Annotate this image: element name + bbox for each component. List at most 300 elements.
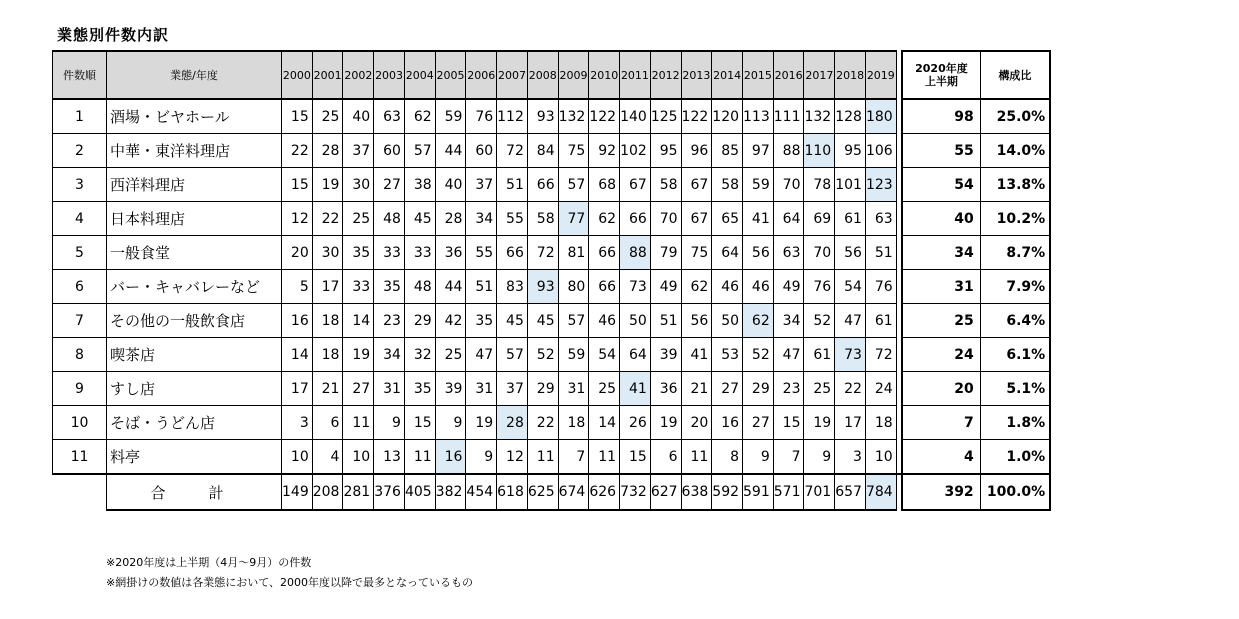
total-value: 592 <box>712 474 743 510</box>
cell-value: 17 <box>835 406 866 440</box>
cell-value: 41 <box>681 338 712 372</box>
total-value: 454 <box>466 474 497 510</box>
cell-value: 92 <box>589 134 620 168</box>
table-title: 業態別件数内訳 <box>57 26 170 44</box>
row-category-name: 一般食堂 <box>107 236 282 270</box>
cell-value: 6 <box>650 440 681 475</box>
cell-value: 64 <box>773 202 804 236</box>
cell-value: 67 <box>620 168 651 202</box>
row-rank: 7 <box>53 304 107 338</box>
cell-value: 19 <box>804 406 835 440</box>
cell-value: 93 <box>527 270 558 304</box>
cell-value: 33 <box>343 270 374 304</box>
cell-value: 14 <box>343 304 374 338</box>
footnote-1: ※2020年度は上半期（4月～9月）の件数 <box>106 556 312 569</box>
cell-value: 73 <box>835 338 866 372</box>
cell-value: 34 <box>466 202 497 236</box>
cell-value: 10 <box>343 440 374 475</box>
cell-value: 33 <box>404 236 435 270</box>
cell-value: 25 <box>804 372 835 406</box>
cell-value: 62 <box>681 270 712 304</box>
cell-value: 21 <box>312 372 343 406</box>
cell-value: 36 <box>435 236 466 270</box>
cell-value: 38 <box>404 168 435 202</box>
cell-value: 51 <box>466 270 497 304</box>
header-year-2009: 2009 <box>558 51 589 99</box>
table-row <box>53 440 1051 475</box>
cell-value: 28 <box>435 202 466 236</box>
cell-value: 18 <box>558 406 589 440</box>
cell-value: 9 <box>743 440 774 475</box>
cell-value: 52 <box>527 338 558 372</box>
cell-value: 46 <box>712 270 743 304</box>
cell-value: 37 <box>497 372 528 406</box>
cell-value: 31 <box>558 372 589 406</box>
row-ratio: 1.0% <box>980 440 1050 475</box>
cell-value: 95 <box>650 134 681 168</box>
cell-value: 125 <box>650 99 681 134</box>
row-2020-value: 98 <box>902 99 980 134</box>
cell-value: 6 <box>312 406 343 440</box>
cell-value: 140 <box>620 99 651 134</box>
cell-value: 56 <box>681 304 712 338</box>
cell-value: 31 <box>374 372 405 406</box>
header-year-2006: 2006 <box>466 51 497 99</box>
cell-value: 61 <box>835 202 866 236</box>
cell-value: 57 <box>404 134 435 168</box>
cell-value: 36 <box>650 372 681 406</box>
row-ratio: 25.0% <box>980 99 1050 134</box>
cell-value: 19 <box>650 406 681 440</box>
cell-value: 40 <box>435 168 466 202</box>
cell-value: 15 <box>282 99 313 134</box>
row-category-name: 酒場・ビヤホール <box>107 99 282 134</box>
header-year-2010: 2010 <box>589 51 620 99</box>
cell-value: 15 <box>773 406 804 440</box>
cell-value: 25 <box>343 202 374 236</box>
cell-value: 51 <box>650 304 681 338</box>
row-ratio: 7.9% <box>980 270 1050 304</box>
cell-value: 63 <box>374 99 405 134</box>
cell-value: 46 <box>743 270 774 304</box>
row-rank: 8 <box>53 338 107 372</box>
cell-value: 65 <box>712 202 743 236</box>
row-ratio: 10.2% <box>980 202 1050 236</box>
cell-value: 75 <box>681 236 712 270</box>
cell-value: 113 <box>743 99 774 134</box>
cell-value: 9 <box>435 406 466 440</box>
cell-value: 20 <box>282 236 313 270</box>
cell-value: 3 <box>835 440 866 475</box>
total-blank <box>53 474 107 510</box>
cell-value: 11 <box>527 440 558 475</box>
cell-value: 66 <box>527 168 558 202</box>
table-row <box>53 372 1051 406</box>
cell-value: 9 <box>466 440 497 475</box>
cell-value: 54 <box>835 270 866 304</box>
cell-value: 62 <box>743 304 774 338</box>
cell-value: 27 <box>343 372 374 406</box>
cell-value: 51 <box>497 168 528 202</box>
cell-value: 72 <box>865 338 896 372</box>
header-year-2008: 2008 <box>527 51 558 99</box>
cell-value: 32 <box>404 338 435 372</box>
cell-value: 28 <box>312 134 343 168</box>
cell-value: 60 <box>374 134 405 168</box>
cell-value: 59 <box>743 168 774 202</box>
cell-value: 123 <box>865 168 896 202</box>
header-rank: 件数順 <box>53 51 107 99</box>
total-label: 合 計 <box>107 474 282 510</box>
cell-value: 39 <box>435 372 466 406</box>
cell-value: 18 <box>312 304 343 338</box>
cell-value: 41 <box>743 202 774 236</box>
row-2020-value: 54 <box>902 168 980 202</box>
cell-value: 37 <box>343 134 374 168</box>
row-2020-value: 20 <box>902 372 980 406</box>
row-rank: 3 <box>53 168 107 202</box>
cell-value: 47 <box>773 338 804 372</box>
cell-value: 40 <box>343 99 374 134</box>
row-category-name: 中華・東洋料理店 <box>107 134 282 168</box>
cell-value: 16 <box>712 406 743 440</box>
cell-value: 18 <box>312 338 343 372</box>
row-rank: 10 <box>53 406 107 440</box>
row-rank: 1 <box>53 99 107 134</box>
row-ratio: 14.0% <box>980 134 1050 168</box>
table-row <box>53 338 1051 372</box>
cell-value: 48 <box>404 270 435 304</box>
header-year-2003: 2003 <box>374 51 405 99</box>
header-2020-line1: 2020年度 <box>915 62 968 75</box>
cell-value: 81 <box>558 236 589 270</box>
cell-value: 75 <box>558 134 589 168</box>
cell-value: 132 <box>558 99 589 134</box>
cell-value: 47 <box>835 304 866 338</box>
cell-value: 85 <box>712 134 743 168</box>
cell-value: 53 <box>712 338 743 372</box>
row-2020-value: 24 <box>902 338 980 372</box>
cell-value: 48 <box>374 202 405 236</box>
cell-value: 58 <box>527 202 558 236</box>
table-row <box>53 304 1051 338</box>
total-ratio: 100.0% <box>980 474 1050 510</box>
cell-value: 69 <box>804 202 835 236</box>
cell-value: 64 <box>712 236 743 270</box>
total-value: 674 <box>558 474 589 510</box>
cell-value: 122 <box>681 99 712 134</box>
cell-value: 63 <box>865 202 896 236</box>
cell-value: 10 <box>282 440 313 475</box>
cell-value: 62 <box>404 99 435 134</box>
header-year-2007: 2007 <box>497 51 528 99</box>
cell-value: 112 <box>497 99 528 134</box>
cell-value: 80 <box>558 270 589 304</box>
header-year-2014: 2014 <box>712 51 743 99</box>
cell-value: 23 <box>773 372 804 406</box>
cell-value: 95 <box>835 134 866 168</box>
cell-value: 35 <box>404 372 435 406</box>
header-year-2002: 2002 <box>343 51 374 99</box>
header-year-2019: 2019 <box>865 51 896 99</box>
cell-value: 9 <box>374 406 405 440</box>
cell-value: 56 <box>743 236 774 270</box>
header-row <box>53 51 1051 99</box>
cell-value: 76 <box>804 270 835 304</box>
cell-value: 7 <box>773 440 804 475</box>
cell-value: 33 <box>374 236 405 270</box>
cell-value: 22 <box>527 406 558 440</box>
cell-value: 58 <box>650 168 681 202</box>
header-year-2016: 2016 <box>773 51 804 99</box>
row-2020-value: 25 <box>902 304 980 338</box>
cell-value: 83 <box>497 270 528 304</box>
row-category-name: そば・うどん店 <box>107 406 282 440</box>
total-value: 405 <box>404 474 435 510</box>
total-value: 626 <box>589 474 620 510</box>
cell-value: 66 <box>620 202 651 236</box>
cell-value: 52 <box>743 338 774 372</box>
header-year-2001: 2001 <box>312 51 343 99</box>
cell-value: 51 <box>865 236 896 270</box>
row-category-name: その他の一般飲食店 <box>107 304 282 338</box>
cell-value: 11 <box>681 440 712 475</box>
footnotes <box>106 553 473 593</box>
header-year-2000: 2000 <box>282 51 313 99</box>
cell-value: 52 <box>804 304 835 338</box>
cell-value: 66 <box>589 270 620 304</box>
table-row <box>53 99 1051 134</box>
cell-value: 44 <box>435 134 466 168</box>
cell-value: 13 <box>374 440 405 475</box>
cell-value: 54 <box>589 338 620 372</box>
cell-value: 4 <box>312 440 343 475</box>
cell-value: 22 <box>312 202 343 236</box>
cell-value: 79 <box>650 236 681 270</box>
row-category-name: 日本料理店 <box>107 202 282 236</box>
cell-value: 57 <box>558 304 589 338</box>
cell-value: 59 <box>558 338 589 372</box>
cell-value: 27 <box>743 406 774 440</box>
cell-value: 27 <box>712 372 743 406</box>
cell-value: 25 <box>312 99 343 134</box>
row-ratio: 6.1% <box>980 338 1050 372</box>
cell-value: 66 <box>497 236 528 270</box>
cell-value: 57 <box>497 338 528 372</box>
cell-value: 96 <box>681 134 712 168</box>
header-year-2004: 2004 <box>404 51 435 99</box>
table-row <box>53 168 1051 202</box>
table-row <box>53 134 1051 168</box>
total-value: 638 <box>681 474 712 510</box>
cell-value: 15 <box>404 406 435 440</box>
total-value: 149 <box>282 474 313 510</box>
cell-value: 55 <box>497 202 528 236</box>
table-row <box>53 270 1051 304</box>
cell-value: 61 <box>804 338 835 372</box>
cell-value: 34 <box>773 304 804 338</box>
cell-value: 10 <box>865 440 896 475</box>
header-year-2005: 2005 <box>435 51 466 99</box>
footnote-2: ※網掛けの数値は各業態において、2000年度以降で最多となっているもの <box>106 576 473 589</box>
header-category: 業態/年度 <box>107 51 282 99</box>
cell-value: 28 <box>497 406 528 440</box>
cell-value: 11 <box>404 440 435 475</box>
cell-value: 15 <box>282 168 313 202</box>
table-row <box>53 202 1051 236</box>
cell-value: 102 <box>620 134 651 168</box>
row-category-name: すし店 <box>107 372 282 406</box>
header-2020-line2: 上半期 <box>924 75 958 88</box>
cell-value: 21 <box>681 372 712 406</box>
cell-value: 22 <box>282 134 313 168</box>
cell-value: 76 <box>466 99 497 134</box>
cell-value: 12 <box>282 202 313 236</box>
cell-value: 60 <box>466 134 497 168</box>
total-value: 382 <box>435 474 466 510</box>
cell-value: 50 <box>620 304 651 338</box>
cell-value: 37 <box>466 168 497 202</box>
cell-value: 78 <box>804 168 835 202</box>
row-category-name: 西洋料理店 <box>107 168 282 202</box>
header-year-2012: 2012 <box>650 51 681 99</box>
cell-value: 120 <box>712 99 743 134</box>
row-ratio: 1.8% <box>980 406 1050 440</box>
cell-value: 22 <box>835 372 866 406</box>
cell-value: 11 <box>343 406 374 440</box>
cell-value: 63 <box>773 236 804 270</box>
cell-value: 45 <box>404 202 435 236</box>
row-category-name: 喫茶店 <box>107 338 282 372</box>
cell-value: 67 <box>681 202 712 236</box>
cell-value: 41 <box>620 372 651 406</box>
row-2020-value: 7 <box>902 406 980 440</box>
cell-value: 132 <box>804 99 835 134</box>
cell-value: 97 <box>743 134 774 168</box>
row-rank: 9 <box>53 372 107 406</box>
cell-value: 61 <box>865 304 896 338</box>
cell-value: 30 <box>312 236 343 270</box>
table-row <box>53 406 1051 440</box>
row-2020-value: 55 <box>902 134 980 168</box>
cell-value: 24 <box>865 372 896 406</box>
cell-value: 17 <box>312 270 343 304</box>
cell-value: 47 <box>466 338 497 372</box>
cell-value: 12 <box>497 440 528 475</box>
total-value: 591 <box>743 474 774 510</box>
header-year-2013: 2013 <box>681 51 712 99</box>
cell-value: 20 <box>681 406 712 440</box>
cell-value: 14 <box>282 338 313 372</box>
cell-value: 16 <box>435 440 466 475</box>
cell-value: 62 <box>589 202 620 236</box>
row-rank: 6 <box>53 270 107 304</box>
row-rank: 2 <box>53 134 107 168</box>
cell-value: 93 <box>527 99 558 134</box>
cell-value: 9 <box>804 440 835 475</box>
total-value: 784 <box>865 474 896 510</box>
cell-value: 3 <box>282 406 313 440</box>
cell-value: 70 <box>773 168 804 202</box>
cell-value: 110 <box>804 134 835 168</box>
cell-value: 5 <box>282 270 313 304</box>
cell-value: 122 <box>589 99 620 134</box>
row-category-name: 料亭 <box>107 440 282 475</box>
cell-value: 46 <box>589 304 620 338</box>
cell-value: 88 <box>773 134 804 168</box>
cell-value: 56 <box>835 236 866 270</box>
cell-value: 72 <box>497 134 528 168</box>
cell-value: 84 <box>527 134 558 168</box>
total-value: 281 <box>343 474 374 510</box>
cell-value: 70 <box>804 236 835 270</box>
cell-value: 17 <box>282 372 313 406</box>
cell-value: 45 <box>497 304 528 338</box>
cell-value: 26 <box>620 406 651 440</box>
cell-value: 25 <box>589 372 620 406</box>
cell-value: 42 <box>435 304 466 338</box>
cell-value: 180 <box>865 99 896 134</box>
cell-value: 29 <box>743 372 774 406</box>
cell-value: 49 <box>773 270 804 304</box>
cell-value: 35 <box>466 304 497 338</box>
cell-value: 101 <box>835 168 866 202</box>
cell-value: 39 <box>650 338 681 372</box>
cell-value: 34 <box>374 338 405 372</box>
row-ratio: 6.4% <box>980 304 1050 338</box>
category-count-table <box>52 50 1051 511</box>
cell-value: 67 <box>681 168 712 202</box>
row-ratio: 8.7% <box>980 236 1050 270</box>
cell-value: 27 <box>374 168 405 202</box>
cell-value: 31 <box>466 372 497 406</box>
total-value: 208 <box>312 474 343 510</box>
total-value: 625 <box>527 474 558 510</box>
cell-value: 59 <box>435 99 466 134</box>
row-category-name: バー・キャバレーなど <box>107 270 282 304</box>
cell-value: 128 <box>835 99 866 134</box>
cell-value: 55 <box>466 236 497 270</box>
row-2020-value: 40 <box>902 202 980 236</box>
cell-value: 19 <box>312 168 343 202</box>
total-2020-value: 392 <box>902 474 980 510</box>
cell-value: 11 <box>589 440 620 475</box>
cell-value: 16 <box>282 304 313 338</box>
total-value: 618 <box>497 474 528 510</box>
cell-value: 58 <box>712 168 743 202</box>
row-ratio: 5.1% <box>980 372 1050 406</box>
cell-value: 70 <box>650 202 681 236</box>
header-ratio: 構成比 <box>980 51 1050 99</box>
cell-value: 72 <box>527 236 558 270</box>
header-year-2018: 2018 <box>835 51 866 99</box>
cell-value: 35 <box>343 236 374 270</box>
cell-value: 76 <box>865 270 896 304</box>
cell-value: 19 <box>343 338 374 372</box>
cell-value: 64 <box>620 338 651 372</box>
cell-value: 50 <box>712 304 743 338</box>
header-year-2015: 2015 <box>743 51 774 99</box>
total-value: 657 <box>835 474 866 510</box>
cell-value: 66 <box>589 236 620 270</box>
cell-value: 18 <box>865 406 896 440</box>
total-value: 701 <box>804 474 835 510</box>
total-row <box>53 474 1051 510</box>
cell-value: 68 <box>589 168 620 202</box>
cell-value: 111 <box>773 99 804 134</box>
cell-value: 35 <box>374 270 405 304</box>
row-2020-value: 34 <box>902 236 980 270</box>
